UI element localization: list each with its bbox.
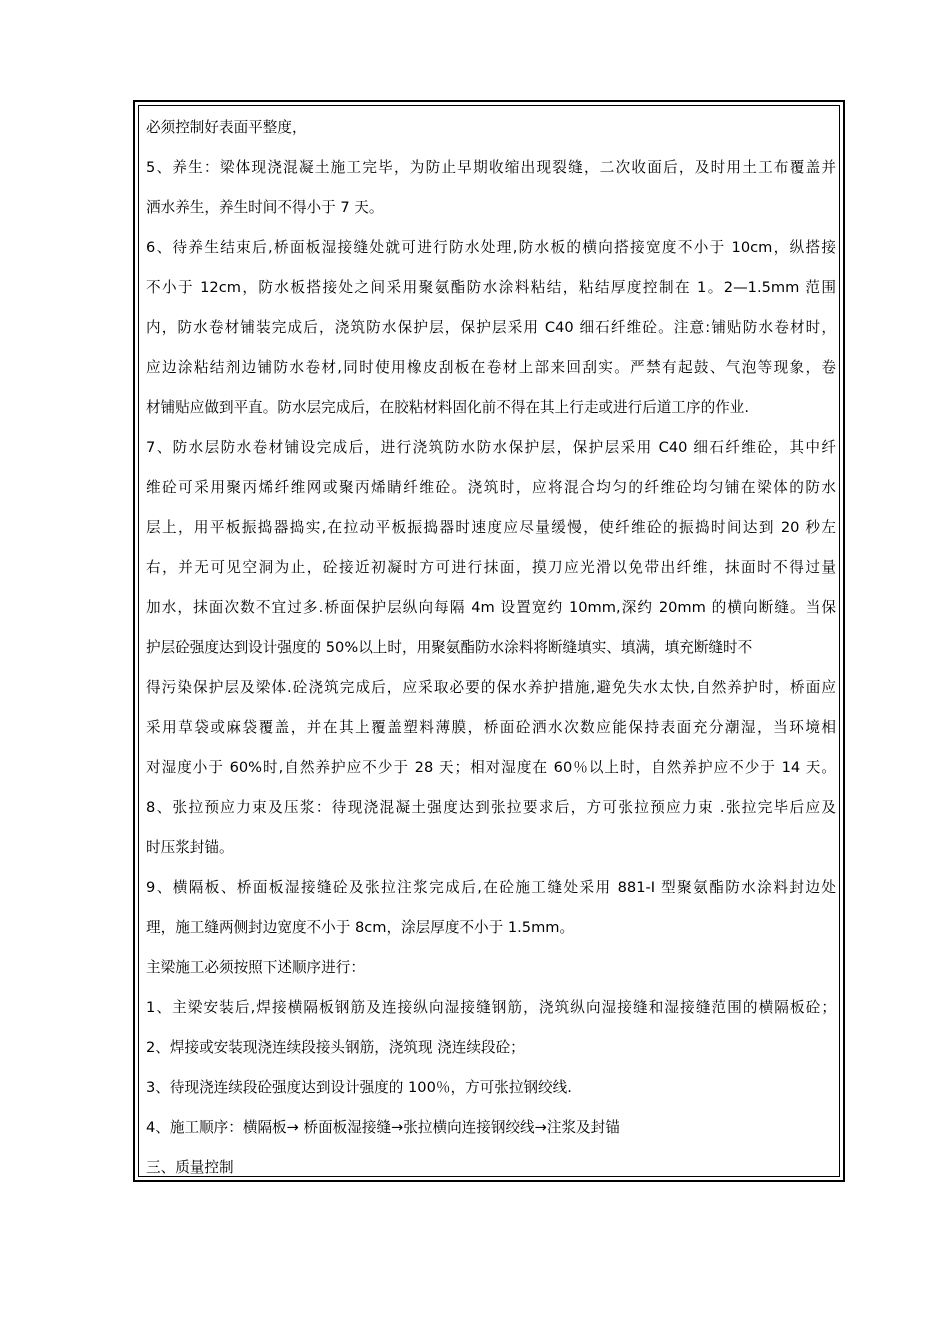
text-line: 维砼可采用聚丙烯纤维网或聚丙烯睛纤维砼。浇筑时，应将混合均匀的纤维砼均匀铺在梁体的防水 [146,479,836,496]
text-line: 得污染保护层及梁体.砼浇筑完成后，应采取必要的保水养护措施,避免失水太快,自然养护时，桥面应 [146,679,836,696]
text-line: 不小于 12cm，防水板搭接处之间采用聚氨酯防水涂料粘结，粘结厚度控制在 1。2—1.5mm 范围 [146,279,836,296]
text-line: 2、焊接或安装现浇连续段接头钢筋，浇筑现 浇连续段砼； [146,1039,525,1056]
text-line: 主梁施工必须按照下述顺序进行： [146,959,365,976]
text-line: 采用草袋或麻袋覆盖，并在其上覆盖塑料薄膜，桥面砼洒水次数应能保持表面充分潮湿，当环境相 [146,719,836,736]
text-line: 右，并无可见空洞为止，砼接近初凝时方可进行抹面，摸刀应光滑以免带出纤维，抹面时不得过量 [146,559,836,576]
text-line: 5、养生：梁体现浇混凝土施工完毕，为防止早期收缩出现裂缝，二次收面后，及时用土工布覆盖并 [146,159,836,176]
text-line: 8、张拉预应力束及压浆：待现浇混凝土强度达到张拉要求后，方可张拉预应力束 .张拉完毕后应及 [146,799,836,816]
text-line: 对湿度小于 60%时,自然养护应不少于 28 天；相对湿度在 60％以上时，自然养护应不少于 14 天。 [146,759,836,776]
text-line: 护层砼强度达到设计强度的 50%以上时，用聚氨酯防水涂料将断缝填实、填满，填充断缝时不 [146,639,753,656]
text-line: 4、施工顺序：横隔板→ 桥面板湿接缝→张拉横向连接钢绞线→注浆及封锚 [146,1119,620,1136]
text-line: 应边涂粘结剂边铺防水卷材,同时使用橡皮刮板在卷材上部来回刮实。严禁有起鼓、气泡等现象，卷 [146,359,836,376]
text-line: 内，防水卷材铺装完成后，浇筑防水保护层，保护层采用 C40 细石纤维砼。注意:铺贴防水卷材时， [146,319,836,336]
text-line: 7、防水层防水卷材铺设完成后，进行浇筑防水防水保护层，保护层采用 C40 细石纤维砼，其中纤 [146,439,836,456]
text-line: 3、待现浇连续段砼强度达到设计强度的 100％，方可张拉钢绞线. [146,1079,572,1096]
text-line: 时压浆封锚。 [146,839,234,856]
text-line: 层上，用平板振捣器捣实,在拉动平板振捣器时速度应尽量缓慢，使纤维砼的振捣时间达到 20 秒左 [146,519,836,536]
text-line: 6、待养生结束后,桥面板湿接缝处就可进行防水处理,防水板的横向搭接宽度不小于 10cm，纵搭接 [146,239,836,256]
document-body [146,108,836,1188]
text-line: 必须控制好表面平整度， [146,119,307,136]
text-line: 加水，抹面次数不宜过多.桥面保护层纵向每隔 4m 设置宽约 10mm,深约 20mm 的横向断缝。当保 [146,599,836,616]
text-line: 三、质量控制 [146,1159,234,1176]
text-line: 洒水养生，养生时间不得小于 7 天。 [146,199,384,216]
text-line: 理，施工缝两侧封边宽度不小于 8cm，涂层厚度不小于 1.5mm。 [146,919,575,936]
text-line: 1、主梁安装后,焊接横隔板钢筋及连接纵向湿接缝钢筋，浇筑纵向湿接缝和湿接缝范围的横隔板砼； [146,999,836,1016]
text-line: 材铺贴应做到平直。防水层完成后，在胶粘材料固化前不得在其上行走或进行后道工序的作业. [146,399,749,416]
text-line: 9、横隔板、桥面板湿接缝砼及张拉注浆完成后,在砼施工缝处采用 881-I 型聚氨酯防水涂料封边处 [146,879,836,896]
